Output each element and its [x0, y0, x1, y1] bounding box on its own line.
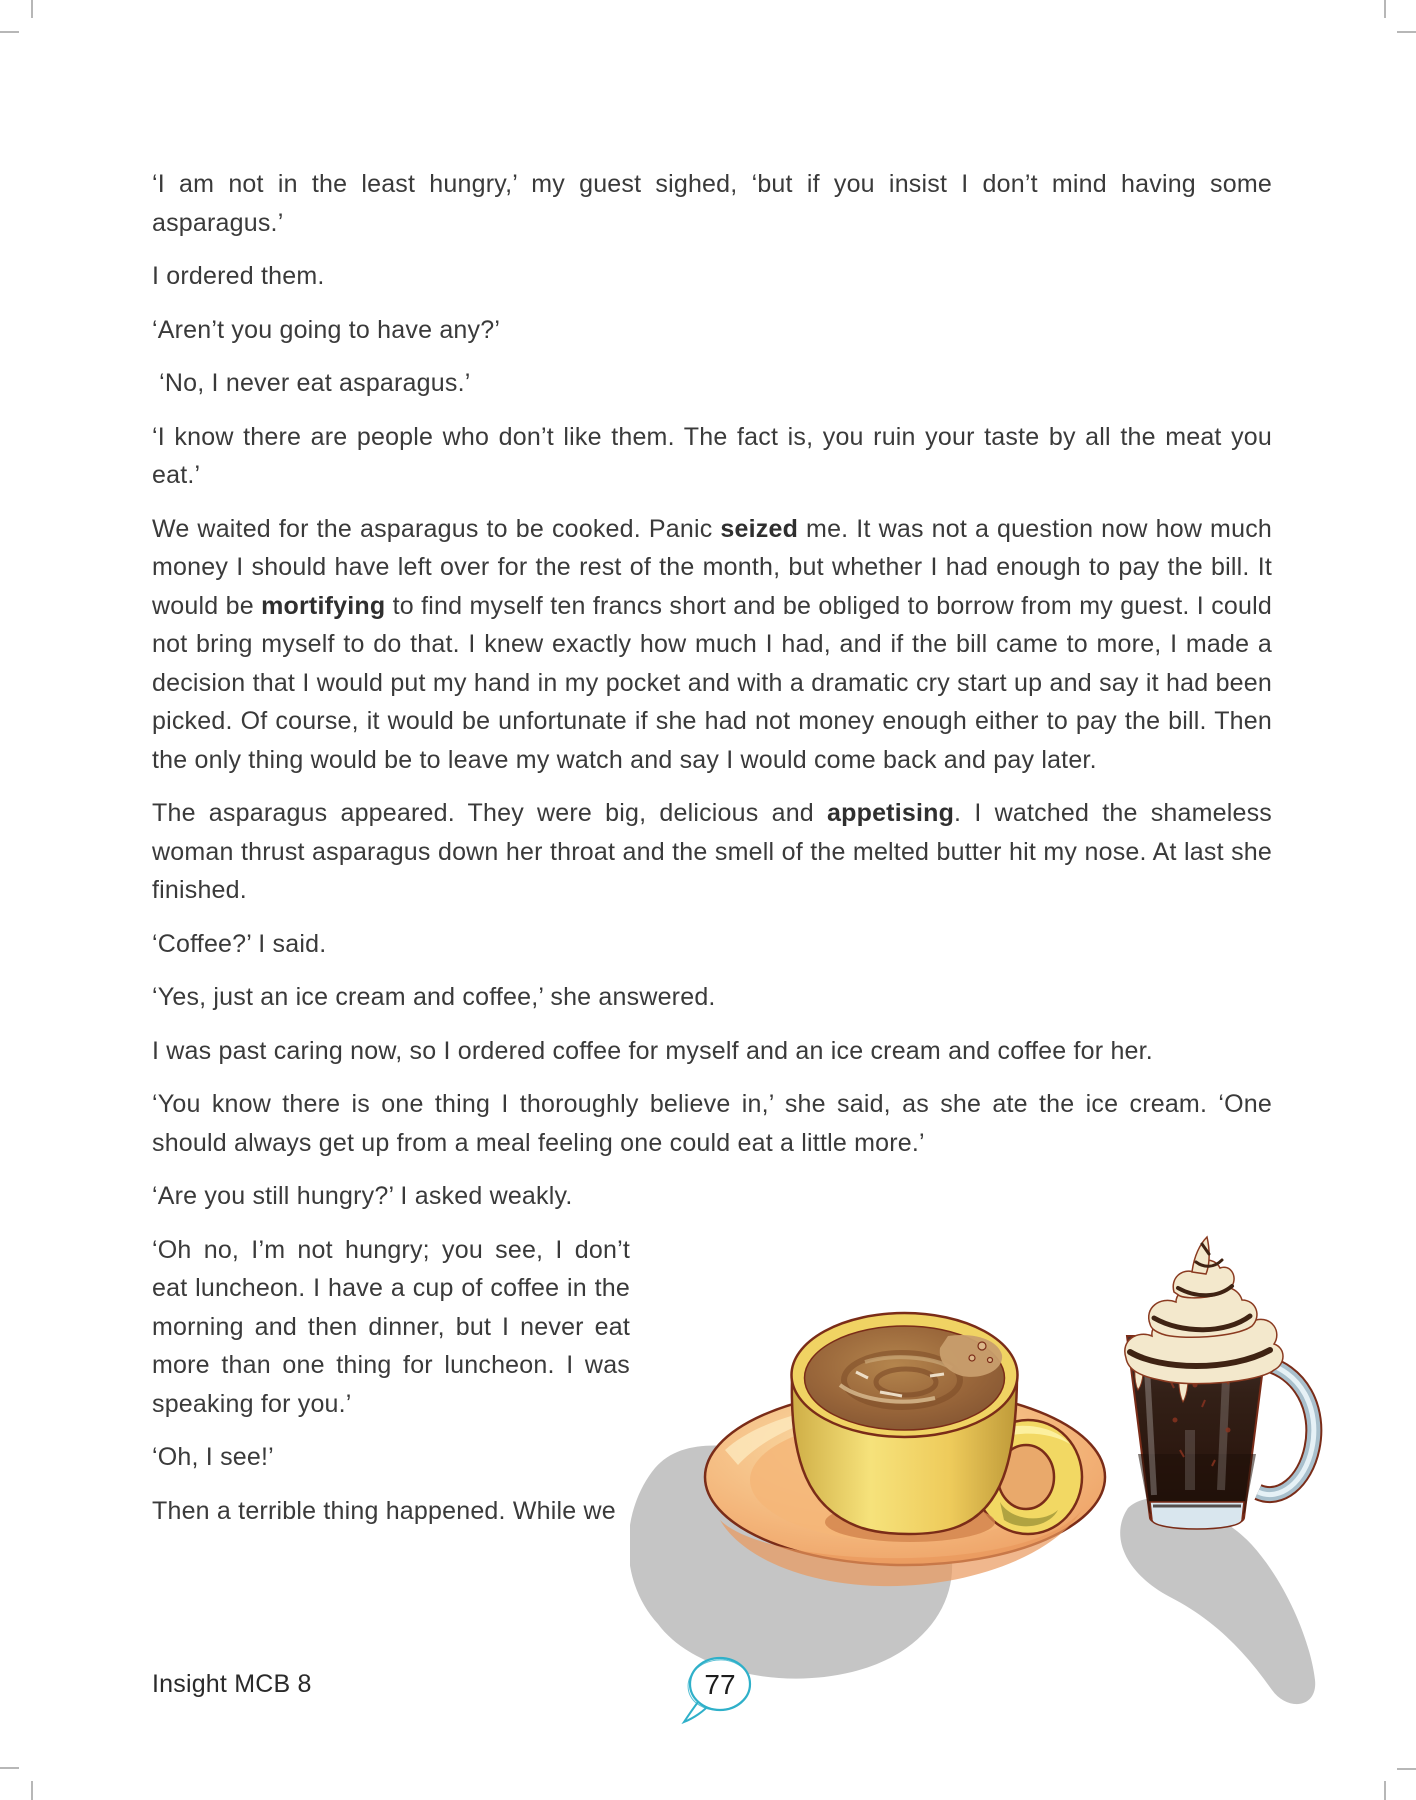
- page-number: 77: [704, 1669, 736, 1700]
- crop-mark-bottom-left-v: [31, 1781, 33, 1800]
- crop-mark-top-right-h: [1397, 31, 1416, 33]
- story-paragraph: I was past caring now, so I ordered coffee for myself and an ice cream and coffee for her.: [152, 1036, 1153, 1065]
- story-paragraph: ‘Coffee?’ I said.: [152, 929, 327, 958]
- book-label: Insight MCB 8: [152, 1670, 312, 1698]
- crop-mark-top-right-v: [1384, 0, 1386, 18]
- story-paragraph: ‘Oh, I see!’: [152, 1443, 274, 1471]
- story-paragraph: ‘I am not in the least hungry,’ my guest sighed, ‘but if you insist I don’t mind having some asparagus.’: [152, 170, 1272, 237]
- crop-mark-top-left-h: [0, 31, 19, 33]
- coffee-illustration: [630, 1040, 1340, 1720]
- crop-mark-top-left-v: [31, 0, 33, 18]
- story-paragraph: ‘No, I never eat asparagus.’: [152, 369, 471, 397]
- glass-handle: [1258, 1362, 1314, 1495]
- page-number-badge: [680, 1650, 758, 1728]
- crop-mark-bottom-right-h: [1397, 1768, 1416, 1770]
- story-paragraph: ‘Aren’t you going to have any?’: [152, 315, 501, 344]
- crop-mark-bottom-right-v: [1384, 1781, 1386, 1800]
- story-paragraph: I ordered them.: [152, 262, 325, 290]
- story-paragraph: Then a terrible thing happened. While we: [152, 1496, 616, 1525]
- story-paragraph: We waited for the asparagus to be cooked. Panic seized me. It was not a question now how much money I should have left over for the rest of the month, but whether I had enough to pay the bill. It would be mortifying to find myself ten francs short and be obliged to borrow from my guest. I could not bring myself to do that. I knew exactly how much I had, and if the bill came to more, I made a decision that I would put my hand in my pocket and with a dramatic cry start up and say it had been picked. Of course, it would be unfortunate if she had not money enough either to pay the bill. Then the only thing would be to leave my watch and say I would come back and pay later.: [152, 514, 1272, 774]
- story-paragraph: The asparagus appeared. They were big, delicious and appetising. I watched the shameless woman thrust asparagus down her throat and the smell of the melted butter hit my nose. At last she finished.: [152, 799, 1272, 904]
- tall-glass: [1125, 1237, 1314, 1529]
- story-paragraph: ‘Yes, just an ice cream and coffee,’ she answered.: [152, 983, 716, 1011]
- coffee-cup: [792, 1313, 1018, 1542]
- story-paragraph: ‘You know there is one thing I thoroughly believe in,’ she said, as she ate the ice cream. ‘One should always get up from a meal feeling one could eat a little more.’: [152, 1090, 1272, 1157]
- crop-mark-bottom-left-h: [0, 1767, 19, 1769]
- story-paragraph: ‘Oh no, I’m not hungry; you see, I don’t eat luncheon. I have a cup of coffee in the morning and then dinner, but I never eat more than one thing for luncheon. I was speaking for you.’: [152, 1235, 630, 1418]
- glass-shadow: [1120, 1498, 1315, 1704]
- whipped-cream: [1125, 1237, 1283, 1402]
- story-paragraph: ‘Are you still hungry?’ I asked weakly.: [152, 1182, 573, 1210]
- story-paragraph: ‘I know there are people who don’t like them. The fact is, you ruin your taste by all the meat you eat.’: [152, 422, 1272, 489]
